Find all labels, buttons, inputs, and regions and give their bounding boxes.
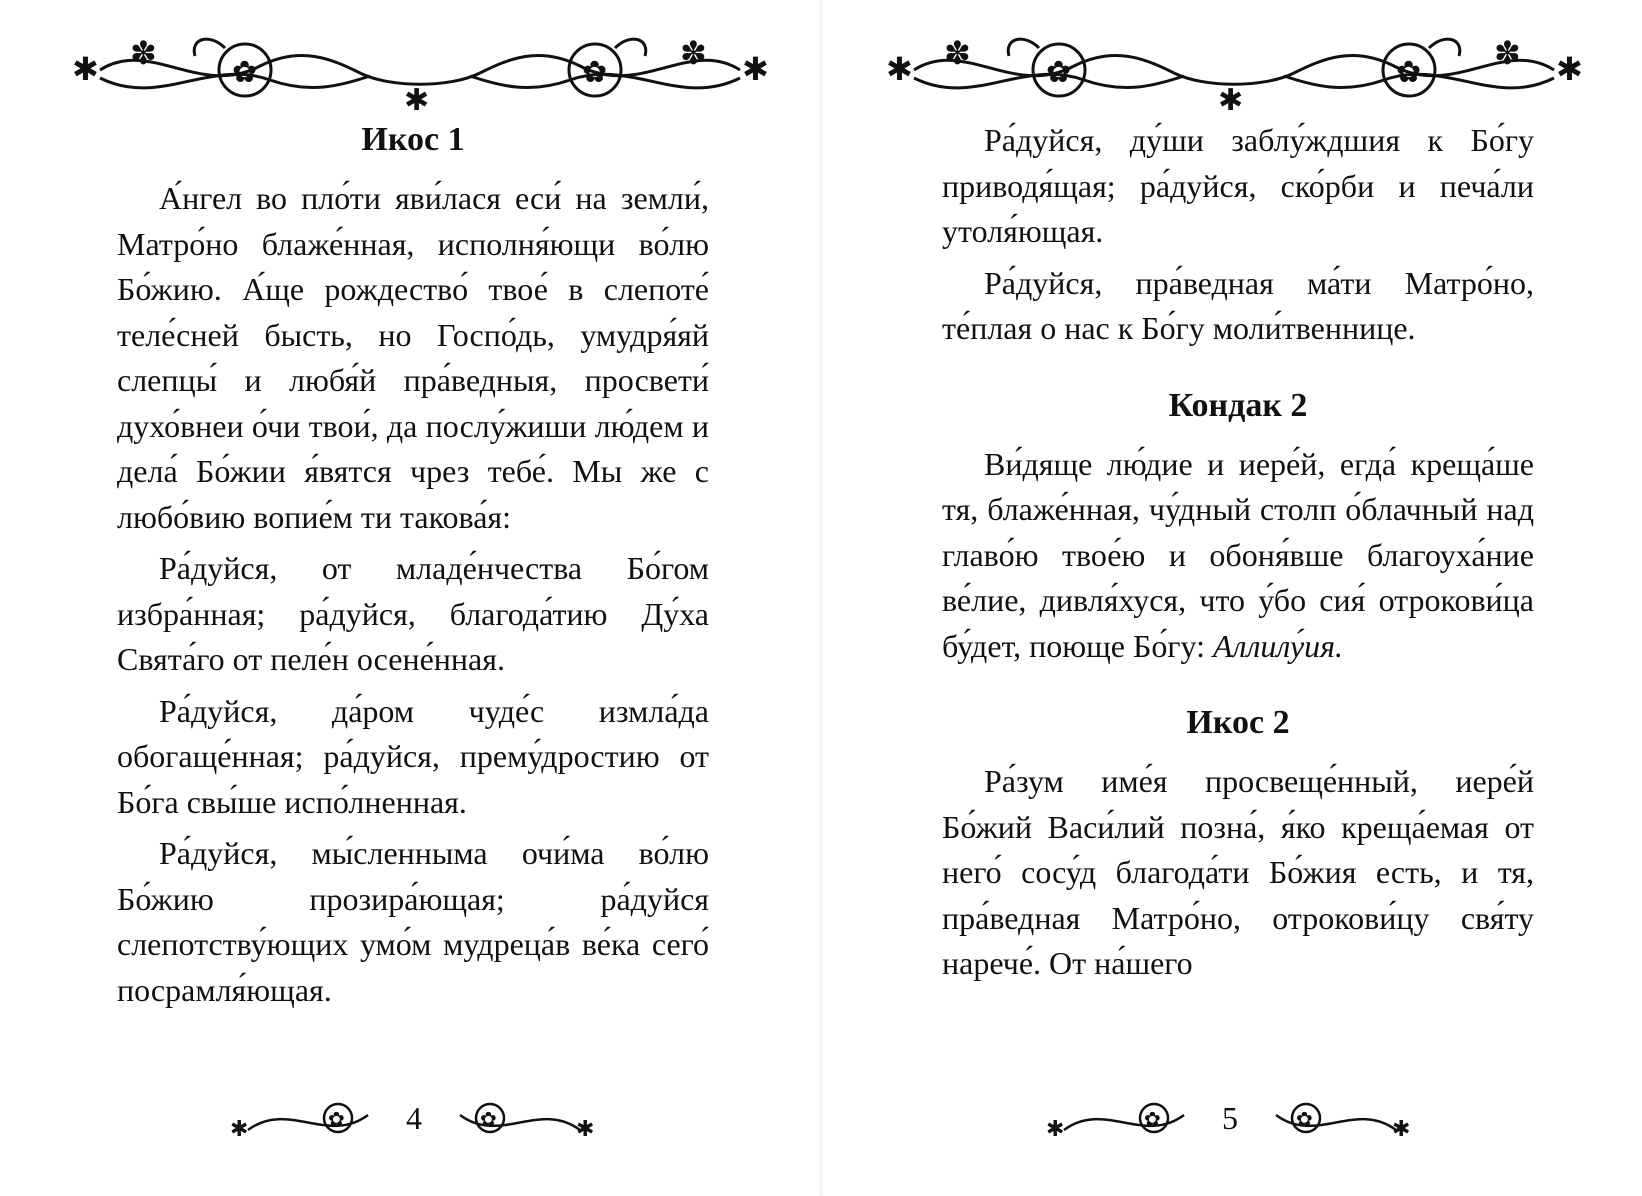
- left-page: [0, 0, 818, 1196]
- svg-text:✽: ✽: [944, 34, 971, 72]
- svg-text:✿: ✿: [480, 1107, 497, 1131]
- page-number: 4: [406, 1100, 422, 1136]
- svg-text:✱: ✱: [72, 50, 99, 88]
- svg-text:✿: ✿: [582, 55, 608, 90]
- svg-text:✽: ✽: [130, 34, 157, 72]
- svg-text:✿: ✿: [1144, 1107, 1161, 1131]
- section-gap: [942, 675, 1534, 701]
- svg-text:✱: ✱: [1556, 50, 1583, 88]
- kondak-2-text: Ви́дяще лю́дие и иере́й, егда́ креща́ше тя, блаже́нная, чу́дный столп о́блачный над главо́ю твое́ю и обоня́вше благоуха́ние ве́лие, дивля́хуся, что у́бо сия́ отрокови́ца бу́дет, поюще Бо́гу:: [942, 445, 1534, 664]
- ikos-1-greeting-2: Ра́дуйся, да́ром чуде́с измла́да обогаще́нная; ра́дуйся, прему́дростию от Бо́га свы́ше испо́лненная.: [117, 692, 709, 820]
- svg-text:✽: ✽: [680, 34, 707, 72]
- greeting-paragraph-1: Ра́дуйся, ду́ши заблу́ждшия к Бо́гу приводя́щая; ра́дуйся, ско́рби и печа́ли утоля́ющая.: [942, 122, 1534, 249]
- svg-text:✱: ✱: [1392, 1117, 1411, 1142]
- ikos-2-paragraph: Ра́зум име́я просвеще́нный, иере́й Бо́жий Васи́лий позна́, я́ко креща́емая от него́ сосу́д благода́ти Бо́жия есть, и тя, пра́ведная Матро́но, отрокови́цу свя́ту нарече́. От на́шего: [942, 763, 1534, 981]
- ikos-1-greeting-1: Ра́дуйся, от младе́нчества Бо́гом избра́нная; ра́дуйся, благода́тию Ду́ха Свята́го от пеле́н осене́нная.: [117, 550, 709, 677]
- right-footer: [1044, 1090, 1416, 1150]
- section-gap: [942, 358, 1534, 384]
- svg-text:✱: ✱: [886, 50, 913, 88]
- svg-text:✿: ✿: [1296, 1107, 1313, 1131]
- ikos-1-greeting-3: Ра́дуйся, мы́сленныма очи́ма во́лю Бо́жию прозира́ющая; ра́дуйся слепотству́ющих умо́м мудреца́в ве́ка сего́ посрамля́ющая.: [117, 835, 709, 1008]
- kondak-2-heading: Кондак 2: [1168, 386, 1308, 424]
- svg-text:✱: ✱: [230, 1117, 249, 1142]
- kondak-2-paragraph: [942, 442, 1534, 670]
- svg-text:✱: ✱: [1218, 83, 1244, 118]
- left-footer: [228, 1090, 600, 1150]
- right-page: [824, 0, 1642, 1196]
- svg-text:✱: ✱: [742, 50, 769, 88]
- ikos-1-paragraph: А́нгел во пло́ти яви́лася еси́ на земли́, Матро́но блаже́нная, исполня́ющи во́лю Бо́жию. А́ще рождество́ твое́ в слепоте́ теле́сней бысть, но Госпо́дь, умудря́яй слепцы́ и любя́й пра́ведныя, просвети́ духо́внеи о́чи твои́, да послу́жиши лю́дем и дела́ Бо́жии я́вятся чрез тебе́. Мы же с любо́вию вопие́м ти такова́я:: [117, 180, 709, 535]
- svg-text:✱: ✱: [404, 83, 430, 118]
- ikos-1-heading: Икос 1: [361, 121, 465, 158]
- greeting-paragraph-2: Ра́дуйся, пра́ведная ма́ти Матро́но, те́плая о нас к Бо́гу моли́твеннице.: [942, 264, 1534, 346]
- svg-text:✱: ✱: [576, 1117, 595, 1142]
- ikos-2-heading: Икос 2: [1186, 704, 1290, 741]
- svg-text:✿: ✿: [328, 1107, 345, 1131]
- svg-text:✿: ✿: [232, 55, 258, 90]
- svg-text:✱: ✱: [1046, 1117, 1065, 1142]
- top-floral-ornament: [60, 28, 780, 118]
- top-floral-ornament: [874, 28, 1594, 118]
- right-text-column: [942, 118, 1534, 993]
- page-number: 5: [1222, 1100, 1238, 1136]
- svg-text:✿: ✿: [1396, 55, 1422, 90]
- kondak-2-alleluia: Аллилу́ия.: [1212, 627, 1344, 664]
- left-text-column: [117, 118, 709, 1019]
- svg-text:✿: ✿: [1046, 55, 1072, 90]
- svg-text:✽: ✽: [1494, 34, 1521, 72]
